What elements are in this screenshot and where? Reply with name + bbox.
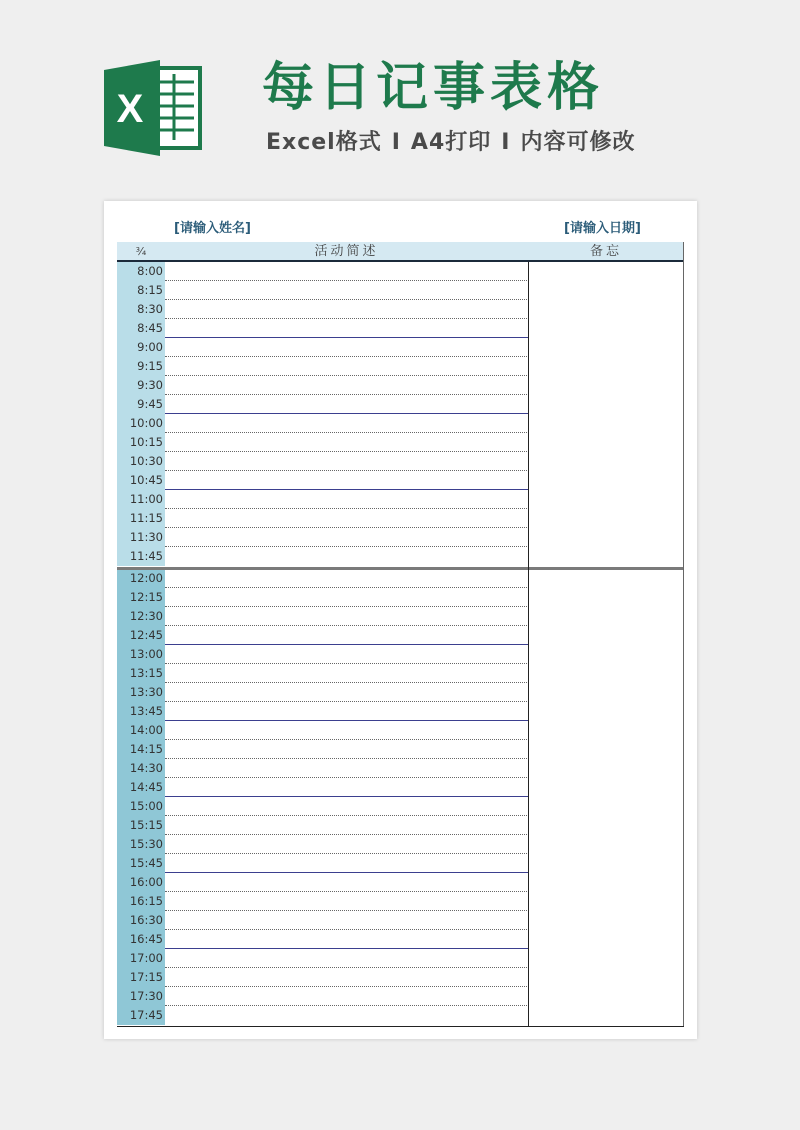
time-slot-label: 16:15 [117,892,165,911]
activity-cell[interactable] [165,816,529,835]
table-row [117,509,529,528]
excel-logo-icon [104,60,204,156]
activity-cell[interactable] [165,357,529,376]
activity-cell[interactable] [165,376,529,395]
time-slot-label: 12:15 [117,588,165,607]
time-slot-label: 13:30 [117,683,165,702]
table-row [117,683,529,702]
memo-cell-afternoon[interactable] [529,570,683,1026]
time-slot-label: 17:15 [117,968,165,987]
time-slot-label: 11:15 [117,509,165,528]
page-title: 每日记事表格 [262,58,605,118]
table-row [117,949,529,968]
time-slot-label: 15:45 [117,854,165,873]
activity-cell[interactable] [165,452,529,471]
activity-cell[interactable] [165,645,529,664]
table-row [117,588,529,607]
activity-cell[interactable] [165,569,529,588]
subtitle-print: A4打印 [410,130,492,155]
table-row [117,892,529,911]
table-row [117,338,529,357]
table-row [117,645,529,664]
table-row [117,702,529,721]
time-slot-label: 14:45 [117,778,165,797]
time-slot-label: 15:30 [117,835,165,854]
time-slot-label: 11:30 [117,528,165,547]
activity-cell[interactable] [165,300,529,319]
activity-cell[interactable] [165,968,529,987]
table-row [117,357,529,376]
column-header-row [117,242,684,262]
activity-cell[interactable] [165,949,529,968]
table-row [117,547,529,566]
time-slot-label: 16:30 [117,911,165,930]
table-row [117,300,529,319]
time-slot-label: 14:30 [117,759,165,778]
time-slot-label: 14:00 [117,721,165,740]
activity-cell[interactable] [165,759,529,778]
table-row [117,968,529,987]
time-slot-label: 10:45 [117,471,165,490]
svg-text:X: X [116,87,144,131]
time-slot-label: 16:00 [117,873,165,892]
table-row [117,873,529,892]
activity-cell[interactable] [165,281,529,300]
page-subtitle [266,128,635,158]
time-slot-label: 10:30 [117,452,165,471]
activity-cell[interactable] [165,626,529,645]
schedule-rows [117,262,529,1027]
time-slot-label: 12:45 [117,626,165,645]
time-slot-label: 8:15 [117,281,165,300]
table-row [117,797,529,816]
table-row [117,721,529,740]
name-input-cell[interactable]: [请输入姓名] [174,221,251,236]
time-slot-label: 17:00 [117,949,165,968]
activity-cell[interactable] [165,930,529,949]
sheet-bottom-border [117,1026,684,1027]
time-slot-label: 17:45 [117,1006,165,1025]
time-slot-label: 14:15 [117,740,165,759]
subtitle-editable: 内容可修改 [520,130,636,155]
time-slot-label: 11:45 [117,547,165,566]
table-row [117,740,529,759]
activity-cell[interactable] [165,490,529,509]
sheet-right-border [683,242,684,1027]
activity-cell[interactable] [165,528,529,547]
time-column-header: ¾ [135,245,147,258]
time-slot-label: 9:30 [117,376,165,395]
activity-cell[interactable] [165,892,529,911]
activity-cell[interactable] [165,854,529,873]
table-row [117,835,529,854]
activity-cell[interactable] [165,911,529,930]
table-row [117,281,529,300]
subtitle-format: Excel格式 [266,130,382,155]
activity-cell[interactable] [165,433,529,452]
activity-cell[interactable] [165,987,529,1006]
memo-column-header: 备忘 [589,244,622,259]
activity-cell[interactable] [165,664,529,683]
time-slot-label: 15:00 [117,797,165,816]
table-row [117,319,529,338]
table-row [117,1006,529,1025]
activity-cell[interactable] [165,338,529,357]
activity-cell[interactable] [165,471,529,490]
table-row [117,759,529,778]
table-row [117,528,529,547]
table-row [117,664,529,683]
activity-cell[interactable] [165,702,529,721]
activity-cell[interactable] [165,319,529,338]
time-slot-label: 10:00 [117,414,165,433]
table-row [117,452,529,471]
time-slot-label: 9:45 [117,395,165,414]
table-row [117,930,529,949]
table-row [117,987,529,1006]
activity-cell[interactable] [165,721,529,740]
subtitle-separator: I [391,130,401,155]
table-row [117,395,529,414]
table-row [117,490,529,509]
subtitle-separator: I [501,130,511,155]
table-row [117,626,529,645]
time-slot-label: 13:00 [117,645,165,664]
time-slot-label: 10:15 [117,433,165,452]
time-slot-label: 8:30 [117,300,165,319]
table-row [117,911,529,930]
activity-cell[interactable] [165,683,529,702]
activity-cell[interactable] [165,740,529,759]
activity-cell[interactable] [165,395,529,414]
time-slot-label: 17:30 [117,987,165,1006]
activity-cell[interactable] [165,873,529,892]
table-row [117,376,529,395]
activity-cell[interactable] [165,588,529,607]
time-slot-label: 8:45 [117,319,165,338]
table-row [117,262,529,281]
time-slot-label: 12:00 [117,569,165,588]
daily-notes-sheet [104,201,697,1039]
date-input-cell[interactable]: [请输入日期] [564,221,641,236]
table-row [117,778,529,797]
activity-cell[interactable] [165,778,529,797]
table-row [117,569,529,588]
activity-cell[interactable] [165,835,529,854]
time-slot-label: 16:45 [117,930,165,949]
activity-cell[interactable] [165,547,529,566]
table-row [117,607,529,626]
activity-cell[interactable] [165,414,529,433]
activity-column-header: 活动简述 [314,244,379,259]
table-row [117,414,529,433]
time-slot-label: 11:00 [117,490,165,509]
table-row [117,433,529,452]
table-row [117,854,529,873]
table-row [117,471,529,490]
activity-cell[interactable] [165,1006,529,1025]
activity-cell[interactable] [165,509,529,528]
activity-cell[interactable] [165,607,529,626]
time-slot-label: 13:45 [117,702,165,721]
time-slot-label: 9:00 [117,338,165,357]
time-slot-label: 15:15 [117,816,165,835]
time-slot-label: 13:15 [117,664,165,683]
time-slot-label: 12:30 [117,607,165,626]
activity-cell[interactable] [165,262,529,281]
table-row [117,816,529,835]
time-slot-label: 8:00 [117,262,165,281]
memo-cell-morning[interactable] [529,262,683,567]
time-slot-label: 9:15 [117,357,165,376]
activity-cell[interactable] [165,797,529,816]
